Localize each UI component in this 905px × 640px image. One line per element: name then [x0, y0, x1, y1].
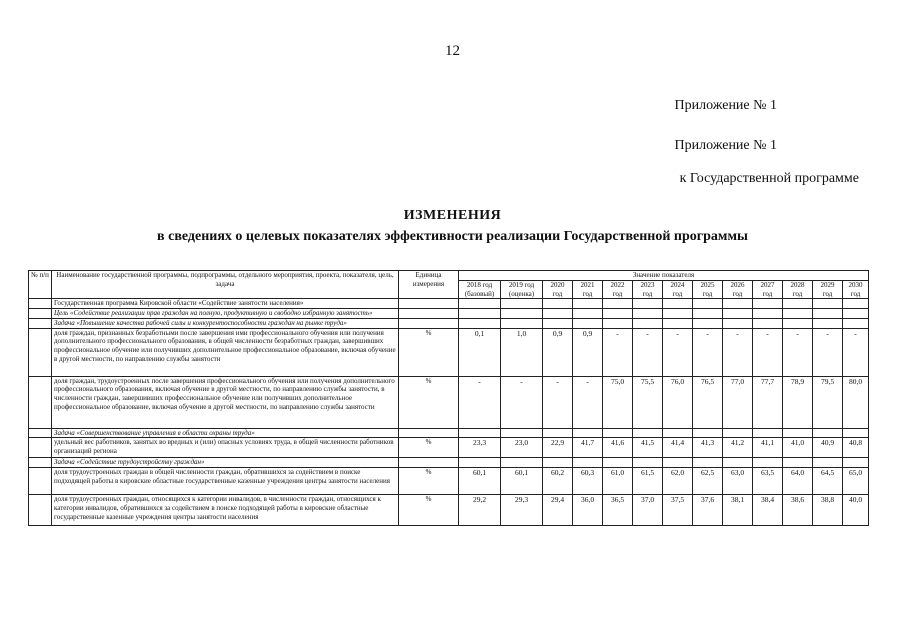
value-cell: 40,9: [813, 438, 843, 458]
page-number: 12: [445, 43, 460, 59]
value-cell: 62,5: [693, 468, 723, 495]
value-cell: 1,0: [501, 328, 543, 376]
row-number-cell: [29, 495, 52, 526]
value-cell: 60,2: [543, 468, 573, 495]
value-cell: [459, 458, 501, 468]
value-cell: -: [753, 328, 783, 376]
value-cell: [459, 309, 501, 319]
value-cell: [723, 309, 753, 319]
value-cell: [501, 318, 543, 328]
value-cell: [543, 428, 573, 438]
row-name-cell: доля трудоустроенных граждан, относящихся к категории инвалидов, в численности граждан, относящихся к категории инвалидов, обратившихся за содействием в поиске подходящей работы в кировские областные государственные казенные учреждения центры занятости населения: [52, 495, 399, 526]
value-cell: [753, 299, 783, 309]
value-cell: [663, 428, 693, 438]
value-cell: [603, 309, 633, 319]
value-cell: 40,0: [843, 495, 869, 526]
row-name-cell: Задача «Повышение качества рабочей силы и конкурентоспособности граждан на рынке труда»: [52, 318, 399, 328]
value-cell: [753, 428, 783, 438]
value-cell: 41,0: [783, 438, 813, 458]
header-year: 2023 год: [633, 280, 663, 299]
value-cell: [843, 309, 869, 319]
value-cell: 0,1: [459, 328, 501, 376]
table-row: [29, 428, 869, 438]
document-title: ИЗМЕНЕНИЯ: [403, 208, 502, 223]
value-cell: [723, 299, 753, 309]
value-cell: [753, 309, 783, 319]
header-year: 2024 год: [663, 280, 693, 299]
value-cell: 36,5: [603, 495, 633, 526]
header-year: 2018 год (базовый): [459, 280, 501, 299]
value-cell: [813, 309, 843, 319]
value-cell: 40,8: [843, 438, 869, 458]
appendix-line-2: Приложение № 1: [674, 138, 777, 153]
table-body: [29, 299, 869, 526]
indicators-table: [28, 270, 869, 526]
value-cell: 23,3: [459, 438, 501, 458]
value-cell: 41,1: [753, 438, 783, 458]
value-cell: [663, 309, 693, 319]
header-number: № п/п: [29, 271, 52, 299]
value-cell: 37,5: [663, 495, 693, 526]
table-row: [29, 468, 869, 495]
value-cell: [603, 318, 633, 328]
value-cell: [693, 458, 723, 468]
header-year: 2026 год: [723, 280, 753, 299]
value-cell: [573, 318, 603, 328]
value-cell: 60,1: [459, 468, 501, 495]
value-cell: [633, 309, 663, 319]
row-number-cell: [29, 468, 52, 495]
value-cell: [459, 428, 501, 438]
value-cell: -: [813, 328, 843, 376]
header-year: 2028 год: [783, 280, 813, 299]
document-subtitle: в сведениях о целевых показателях эффективности реализации Государственной программы: [157, 229, 748, 244]
value-cell: -: [723, 328, 753, 376]
value-cell: 29,2: [459, 495, 501, 526]
row-unit-cell: %: [399, 328, 459, 376]
value-cell: -: [843, 328, 869, 376]
value-cell: [543, 299, 573, 309]
header-unit: Единица измерения: [399, 271, 459, 299]
value-cell: [633, 458, 663, 468]
value-cell: [573, 428, 603, 438]
value-cell: [783, 458, 813, 468]
value-cell: [843, 458, 869, 468]
value-cell: -: [663, 328, 693, 376]
value-cell: [603, 458, 633, 468]
value-cell: -: [573, 376, 603, 428]
value-cell: -: [633, 328, 663, 376]
header-values-group: Значение показателя: [459, 271, 869, 281]
value-cell: [813, 299, 843, 309]
value-cell: 64,5: [813, 468, 843, 495]
value-cell: [501, 309, 543, 319]
row-number-cell: [29, 318, 52, 328]
value-cell: -: [603, 328, 633, 376]
value-cell: [459, 299, 501, 309]
value-cell: [723, 458, 753, 468]
value-cell: 38,8: [813, 495, 843, 526]
row-number-cell: [29, 428, 52, 438]
header-year: 2029 год: [813, 280, 843, 299]
value-cell: 41,5: [633, 438, 663, 458]
value-cell: 29,4: [543, 495, 573, 526]
row-number-cell: [29, 376, 52, 428]
row-number-cell: [29, 328, 52, 376]
header-name: Наименование государственной программы, подпрограммы, отдельного мероприятия, проекта, показателя, цель, задача: [52, 271, 399, 299]
row-number-cell: [29, 458, 52, 468]
value-cell: 38,6: [783, 495, 813, 526]
value-cell: 38,4: [753, 495, 783, 526]
header-year: 2021 год: [573, 280, 603, 299]
table-header-row: [29, 271, 869, 281]
header-year: 2020 год: [543, 280, 573, 299]
value-cell: 60,1: [501, 468, 543, 495]
value-cell: 65,0: [843, 468, 869, 495]
value-cell: 36,0: [573, 495, 603, 526]
header-year: 2022 год: [603, 280, 633, 299]
value-cell: 37,0: [633, 495, 663, 526]
table-row: [29, 376, 869, 428]
table-row: [29, 438, 869, 458]
value-cell: [543, 318, 573, 328]
value-cell: 61,0: [603, 468, 633, 495]
value-cell: 75,5: [633, 376, 663, 428]
value-cell: 29,3: [501, 495, 543, 526]
value-cell: [663, 299, 693, 309]
row-name-cell: доля граждан, признанных безработными после завершения ими профессионального обучения или получения дополнительного профессионального образования, в общей численности безработных граждан, завершивших профессиональное обучение или получивших дополнительное профессиональное образование, включая обучение в другой местности, по направлению службы занятости: [52, 328, 399, 376]
value-cell: [543, 309, 573, 319]
value-cell: 61,5: [633, 468, 663, 495]
row-number-cell: [29, 299, 52, 309]
row-name-cell: Цель «Содействие реализации прав граждан на полную, продуктивную и свободно избранную занятость»: [52, 309, 399, 319]
row-unit-cell: %: [399, 376, 459, 428]
value-cell: [501, 428, 543, 438]
value-cell: 41,2: [723, 438, 753, 458]
row-number-cell: [29, 309, 52, 319]
value-cell: -: [459, 376, 501, 428]
value-cell: [573, 309, 603, 319]
value-cell: 0,9: [573, 328, 603, 376]
appendix-line-3: к Государственной программе: [679, 171, 859, 186]
row-name-cell: Государственная программа Кировской области «Содействие занятости населения»: [52, 299, 399, 309]
value-cell: -: [693, 328, 723, 376]
value-cell: 37,6: [693, 495, 723, 526]
row-name-cell: доля граждан, трудоустроенных после завершения профессионального обучения или получения дополнительного профессионального образования, включая обучение в другой местности, по направлению службы занятости, в численности граждан, завершивших профессиональное обучение или получивших дополнительное профессиональное образование, включая обучение в другой местности, по направлению службы занятости: [52, 376, 399, 428]
value-cell: [501, 458, 543, 468]
value-cell: [753, 318, 783, 328]
row-unit-cell: %: [399, 438, 459, 458]
value-cell: 22,9: [543, 438, 573, 458]
value-cell: 41,6: [603, 438, 633, 458]
row-unit-cell: %: [399, 495, 459, 526]
table-row: [29, 299, 869, 309]
value-cell: [753, 458, 783, 468]
row-name-cell: Задача «Содействие трудоустройству граждан»: [52, 458, 399, 468]
appendix-line-1: Приложение № 1: [674, 98, 777, 113]
value-cell: [843, 299, 869, 309]
value-cell: [573, 458, 603, 468]
value-cell: 62,0: [663, 468, 693, 495]
value-cell: 76,5: [693, 376, 723, 428]
value-cell: [663, 458, 693, 468]
header-year: 2019 год (оценка): [501, 280, 543, 299]
value-cell: [783, 318, 813, 328]
value-cell: 63,0: [723, 468, 753, 495]
value-cell: [501, 299, 543, 309]
value-cell: [543, 458, 573, 468]
value-cell: -: [543, 376, 573, 428]
value-cell: [843, 428, 869, 438]
value-cell: [633, 428, 663, 438]
row-name-cell: доля трудоустроенных граждан в общей численности граждан, обратившихся за содействием в поиске подходящей работы в кировские областные государственные казенные учреждения центры занятости населения: [52, 468, 399, 495]
value-cell: 63,5: [753, 468, 783, 495]
value-cell: 41,3: [693, 438, 723, 458]
value-cell: [723, 428, 753, 438]
row-unit-cell: [399, 309, 459, 319]
value-cell: 41,4: [663, 438, 693, 458]
value-cell: 41,7: [573, 438, 603, 458]
value-cell: 64,0: [783, 468, 813, 495]
value-cell: [459, 318, 501, 328]
header-year: 2027 год: [753, 280, 783, 299]
header-year: 2025 год: [693, 280, 723, 299]
table-row: [29, 309, 869, 319]
value-cell: [843, 318, 869, 328]
value-cell: [663, 318, 693, 328]
value-cell: 76,0: [663, 376, 693, 428]
value-cell: 77,0: [723, 376, 753, 428]
table-row: [29, 318, 869, 328]
value-cell: [693, 318, 723, 328]
header-year: 2030 год: [843, 280, 869, 299]
table-row: [29, 328, 869, 376]
value-cell: 38,1: [723, 495, 753, 526]
value-cell: [633, 299, 663, 309]
value-cell: [693, 299, 723, 309]
value-cell: [783, 299, 813, 309]
row-name-cell: удельный вес работников, занятых во вредных и (или) опасных условиях труда, в общей численности работников организаций региона: [52, 438, 399, 458]
value-cell: [603, 428, 633, 438]
value-cell: 78,9: [783, 376, 813, 428]
value-cell: 80,0: [843, 376, 869, 428]
value-cell: 77,7: [753, 376, 783, 428]
row-number-cell: [29, 438, 52, 458]
value-cell: [693, 309, 723, 319]
row-unit-cell: [399, 458, 459, 468]
row-unit-cell: [399, 299, 459, 309]
value-cell: -: [501, 376, 543, 428]
value-cell: 75,0: [603, 376, 633, 428]
table-row: [29, 495, 869, 526]
value-cell: 79,5: [813, 376, 843, 428]
value-cell: [813, 458, 843, 468]
row-name-cell: Задача «Совершенствование управления в области охраны труда»: [52, 428, 399, 438]
value-cell: [693, 428, 723, 438]
row-unit-cell: [399, 318, 459, 328]
row-unit-cell: %: [399, 468, 459, 495]
value-cell: 0,9: [543, 328, 573, 376]
value-cell: [573, 299, 603, 309]
value-cell: [813, 318, 843, 328]
value-cell: 23,0: [501, 438, 543, 458]
value-cell: [603, 299, 633, 309]
value-cell: 60,3: [573, 468, 603, 495]
value-cell: [813, 428, 843, 438]
value-cell: [723, 318, 753, 328]
table-row: [29, 458, 869, 468]
value-cell: [783, 428, 813, 438]
value-cell: [633, 318, 663, 328]
value-cell: [783, 309, 813, 319]
value-cell: -: [783, 328, 813, 376]
row-unit-cell: [399, 428, 459, 438]
